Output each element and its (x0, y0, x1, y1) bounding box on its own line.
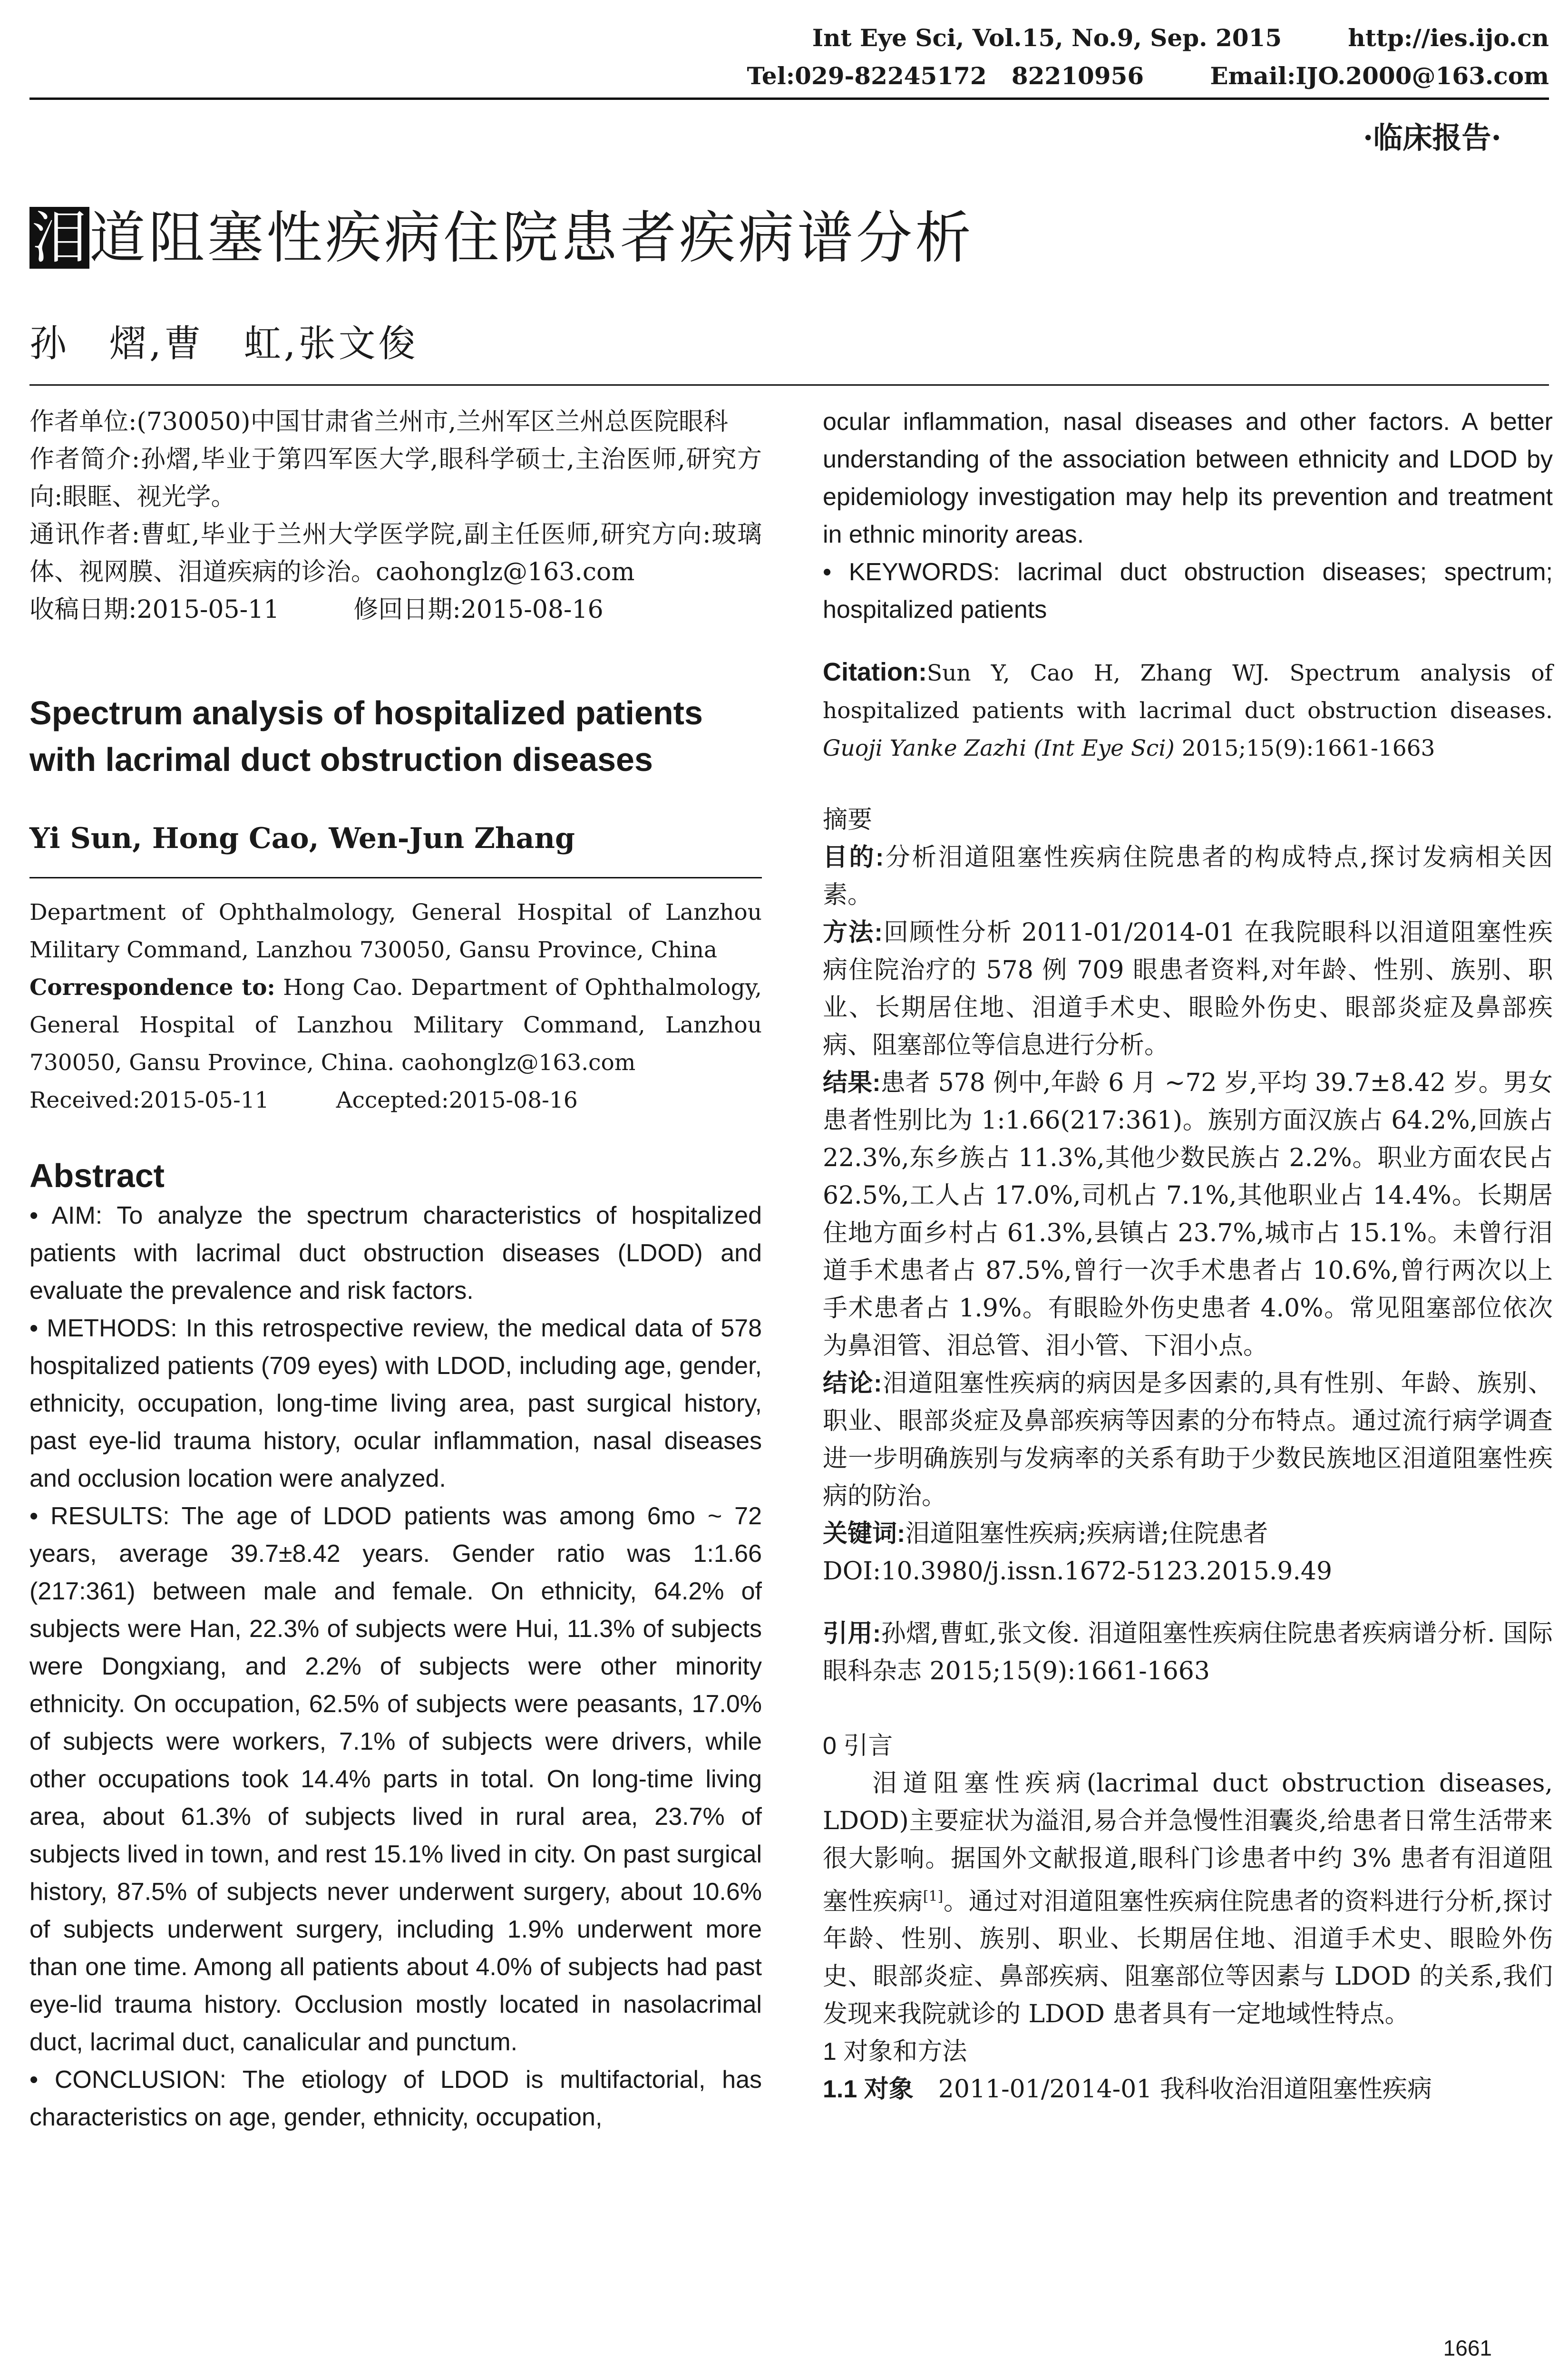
affiliation-en: Department of Ophthalmology, General Hospital of Lanzhou Military Command, Lanzhou 730050, Gansu Province, China (29, 899, 762, 963)
subjects-label: 1.1 对象 (823, 2075, 914, 2104)
abstract-cn-results (823, 1064, 1553, 1365)
citation-cn-label: 引用: (823, 1620, 881, 1647)
abstract-cn-objective (823, 839, 1553, 914)
received-dates-cn: 收稿日期:2015-05-11 修回日期:2015-08-16 (29, 595, 604, 624)
left-column (29, 403, 762, 2136)
corresponding-author: 通讯作者:曹虹,毕业于兰州大学医学院,副主任医师,研究方向:玻璃体、视网膜、泪道疾病的诊治。caohonglz@163.com (29, 520, 762, 586)
keywords-cn-label: 关键词: (823, 1520, 906, 1548)
conclusion-text: 泪道阻塞性疾病的病因是多因素的,具有性别、年龄、族别、职业、眼部炎症及鼻部疾病等因素的分布特点。通过流行病学调查进一步明确族别与发病率的关系有助于少数民族地区泪道阻塞性疾病的防治。 (823, 1369, 1553, 1510)
methods-label: 方法: (823, 919, 883, 946)
objective-text: 分析泪道阻塞性疾病住院患者的构成特点,探讨发病相关因素。 (823, 843, 1553, 909)
abstract-cn-conclusion (823, 1365, 1553, 1515)
citation-cn-text: 孙熠,曹虹,张文俊. 泪道阻塞性疾病住院患者疾病谱分析. 国际眼科杂志 2015;15(9):1661-1663 (823, 1619, 1553, 1685)
methods-text: 回顾性分析 2011-01/2014-01 在我院眼科以泪道阻塞性疾病住院治疗的 578 例 709 眼患者资料,对年龄、性别、族别、职业、长期居住地、泪道手术史、眼睑外伤史、眼部炎症及鼻部疾病、阻塞部位等信息进行分析。 (823, 918, 1553, 1060)
citation-tail: 2015;15(9):1661-1663 (1174, 735, 1435, 761)
article-title-cn (29, 205, 974, 271)
abstract-keywords: • KEYWORDS: lacrimal duct obstruction diseases; spectrum; hospitalized patients (823, 558, 1553, 623)
author-unit: 作者单位:(730050)中国甘肃省兰州市,兰州军区兰州总医院眼科 (29, 408, 729, 436)
abstract-aim: • AIM: To analyze the spectrum characteristics of hospitalized patients with lacrimal duct obstruction diseases (LDOD) and evaluate the prevalence and risk factors. (29, 1202, 762, 1305)
intro-paragraph (823, 1765, 1553, 2033)
methods-section-heading: 1 对象和方法 (823, 2038, 967, 2066)
authors-en-rule (29, 877, 762, 878)
abstract-results: • RESULTS: The age of LDOD patients was among 6mo ~ 72 years, average 39.7±8.42 years. Gender ratio was 1:1.66 (217:361) between male and female. On ethnicity, 64.2% of subjects were Han, 22.3% of subjects were Hui, 11.3% of subjects were Dongxiang, and 2.2% of subjects were other minority ethnicity. On occupation, 62.5% of subjects were peasants, 17.0% of subjects were workers, 7.1% of subjects were drivers, while other occupations took 14.4% parts in total. On long-time living area, about 61.3% of subjects lived in rural area, 23.7% of subjects lived in town, and rest 15.1% lived in city. On past surgical history, 87.5% of subjects never underwent surgery, about 10.6% of subjects underwent surgery, including 1.9% underwent more than one time. Among all patients about 4.0% of subjects had past eye-lid trauma history. Occlusion mostly located in nasolacrimal duct, lacrimal duct, canalicular and punctum. (29, 1502, 762, 2056)
abstract-conclusion-part2: ocular inflammation, nasal diseases and other factors. A better understanding of the association between ethnicity and LDOD by epidemiology investigation may help its prevention and treatment in ethnic minority areas. (823, 408, 1553, 548)
results-label: 结果: (823, 1069, 881, 1097)
title-first-char: 泪 (29, 207, 89, 269)
citation-en (823, 653, 1553, 767)
journal-header-line1: Int Eye Sci, Vol.15, No.9, Sep. 2015 http://ies.ijo.cn (812, 24, 1549, 52)
citation-cn (823, 1615, 1553, 1690)
section-label: ·临床报告· (1363, 120, 1501, 155)
author-bio: 作者简介:孙熠,毕业于第四军医大学,眼科学硕士,主治医师,研究方向:眼眶、视光学。 (29, 445, 762, 511)
right-column (823, 403, 1553, 2108)
intro-text-a: 泪道阻塞性疾病(lacrimal duct obstruction diseases, LDOD)主要症状为溢泪,易合并急慢性泪囊炎,给患者日常生活带来很大影响。据国外文献报道,眼科门诊患者中约 3% 患者有泪道阻塞性疾病 (823, 1769, 1553, 1916)
correspondence-label: Correspondence to: (29, 974, 275, 1001)
abstract-cn-heading: 摘要 (823, 806, 873, 834)
reference-1[interactable]: [1] (923, 1888, 944, 1905)
authors-rule (29, 384, 1549, 386)
abstract-methods: • METHODS: In this retrospective review, the medical data of 578 hospitalized patients (709 eyes) with LDOD, including age, gender, ethnicity, occupation, long-time living area, past surgical history, past eye-lid trauma history, ocular inflammation, nasal diseases and occlusion location were analyzed. (29, 1315, 762, 1492)
abstract-conclusion-part1: • CONCLUSION: The etiology of LDOD is multifactorial, has characteristics on age, gender, ethnicity, occupation, (29, 2066, 762, 2131)
intro-text-b: 。通过对泪道阻塞性疾病住院患者的资料进行分析,探讨年龄、性别、族别、职业、长期居住地、泪道手术史、眼睑外伤史、眼部炎症、鼻部疾病、阻塞部位等因素与 LDOD 的关系,我们发现来我院就诊的 LDOD 患者具有一定地域性特点。 (823, 1887, 1553, 2029)
authors-en: Yi Sun, Hong Cao, Wen-Jun Zhang (29, 822, 575, 855)
authors-cn: 孙 熠,曹 虹,张文俊 (29, 322, 419, 365)
intro-heading: 0 引言 (823, 1732, 893, 1760)
conclusion-label: 结论: (823, 1370, 882, 1397)
abstract-cn-methods (823, 914, 1553, 1064)
objective-label: 目的: (823, 844, 884, 871)
citation-label: Citation: (823, 658, 927, 686)
title-rest: 道阻塞性疾病住院患者疾病谱分析 (89, 205, 974, 271)
results-text: 患者 578 例中,年龄 6 月 ~72 岁,平均 39.7±8.42 岁。男女患者性别比为 1:1.66(217:361)。族别方面汉族占 64.2%,回族占 22.3%,东乡族占 11.3%,其他少数民族占 2.2%。职业方面农民占 62.5%,工人占 17.0%,司机占 7.1%,其他职业占 14.4%。长期居住地方面乡村占 61.3%,县镇占 23.7%,城市占 15.1%。未曾行泪道手术患者占 87.5%,曾行一次手术患者占 10.6%,曾行两次以上手术患者占 1.9%。有眼睑外伤史患者 4.0%。常见阻塞部位依次为鼻泪管、泪总管、泪小管、下泪小点。 (823, 1069, 1553, 1360)
correspondence-en (29, 969, 762, 1081)
article-title-en: Spectrum analysis of hospitalized patients with lacrimal duct obstruction diseases (29, 694, 703, 778)
citation-text: Sun Y, Cao H, Zhang WJ. Spectrum analysis of hospitalized patients with lacrimal duct obstruction diseases. (823, 660, 1553, 724)
page-number: 1661 (1443, 2336, 1492, 2360)
journal-header-line2: Tel:029-82245172 82210956 Email:IJO.2000@163.com (747, 62, 1549, 90)
correspondence-text: Hong Cao. Department of Ophthalmology, General Hospital of Lanzhou Military Command, Lanzhou 730050, Gansu Province, China. caohonglz@163.com (29, 974, 762, 1076)
subjects-section (823, 2071, 1553, 2108)
doi: DOI:10.3980/j.issn.1672-5123.2015.9.49 (823, 1557, 1333, 1586)
abstract-heading: Abstract (29, 1157, 165, 1194)
subjects-text: 2011-01/2014-01 我科收治泪道阻塞性疾病 (913, 2075, 1432, 2104)
header-rule (29, 97, 1549, 100)
abstract-cn-keywords (823, 1515, 1553, 1553)
keywords-cn-text: 泪道阻塞性疾病;疾病谱;住院患者 (905, 1520, 1268, 1548)
received-dates-en: Received:2015-05-11 Accepted:2015-08-16 (29, 1087, 578, 1113)
citation-journal: Guoji Yanke Zazhi (Int Eye Sci) (823, 735, 1175, 761)
